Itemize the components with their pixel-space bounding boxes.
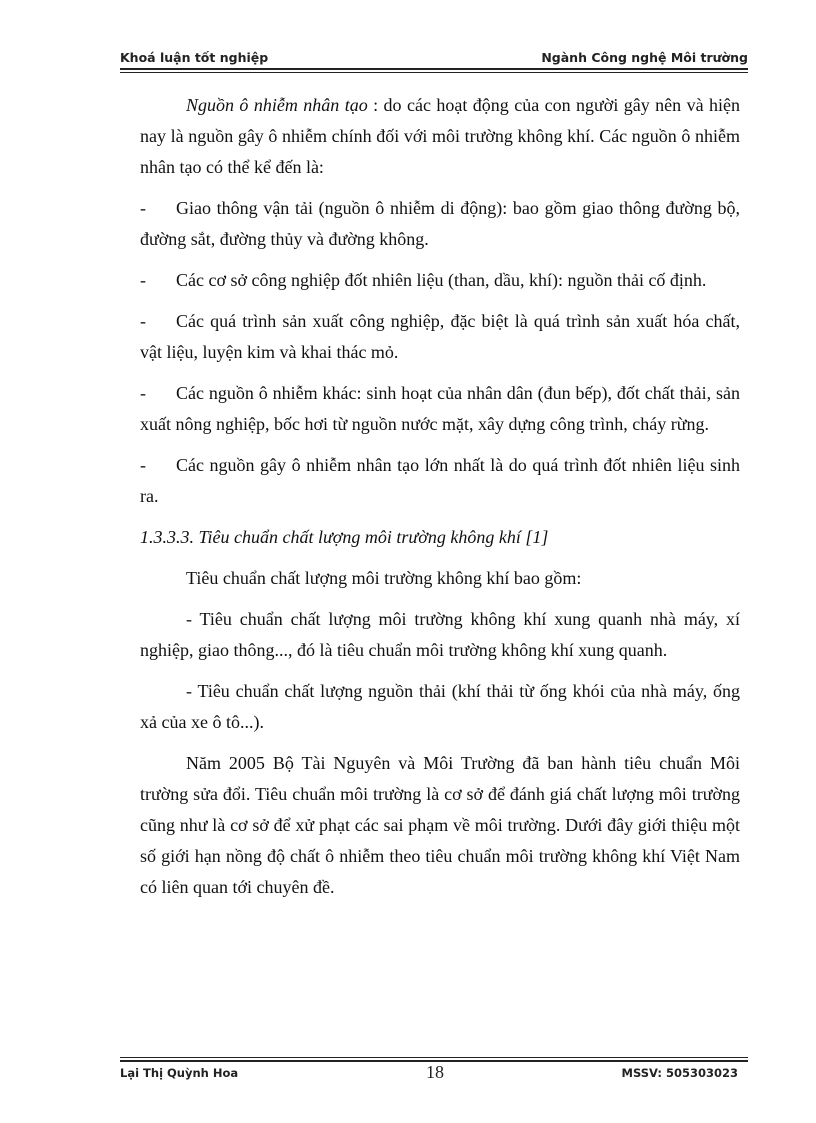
bullet-mark: - [140,198,146,218]
bullet-item [140,265,740,296]
header-right-title: Ngành Công nghệ Môi trường [541,50,748,65]
header-rule-thin [120,72,748,73]
paragraph-standards-intro: Tiêu chuẩn chất lượng môi trường không khí bao gồm: [186,568,582,588]
bullet-item [140,193,740,255]
bullet-text: Các quá trình sản xuất công nghiệp, đặc biệt là quá trình sản xuất hóa chất, vật liệu, luyện kim và khai thác mỏ. [140,311,740,362]
footer-student-id: MSSV: 505303023 [621,1066,738,1080]
paragraph-intro [140,90,740,183]
bullet-mark: - [140,383,146,403]
bullet-mark: - [140,455,146,475]
bullet-text: Các nguồn gây ô nhiễm nhân tạo lớn nhất là do quá trình đốt nhiên liệu sinh ra. [140,455,740,506]
bullet-mark: - [140,311,146,331]
paragraph-regulation: Năm 2005 Bộ Tài Nguyên và Môi Trường đã ban hành tiêu chuẩn Môi trường sửa đổi. Tiêu chuẩn môi trường là cơ sở để đánh giá chất lượng môi trường cũng như là cơ sở để xử phạt các sai phạm về môi trường. Dưới đây giới thiệu một số giới hạn nồng độ chất ô nhiễm theo tiêu chuẩn môi trường không khí Việt Nam có liên quan tới chuyên đề. [140,753,740,897]
paragraph-emission-standard: - Tiêu chuẩn chất lượng nguồn thải (khí thải từ ống khói của nhà máy, ống xả của xe ô tô...). [140,681,740,732]
bullet-mark: - [140,270,146,290]
page-body [140,90,740,913]
bullet-text: Các cơ sở công nghiệp đốt nhiên liệu (than, dầu, khí): nguồn thải cố định. [176,270,707,290]
bullet-text: Giao thông vận tải (nguồn ô nhiễm di động): bao gồm giao thông đường bộ, đường sắt, đường thủy và đường không. [140,198,740,249]
footer-author: Lại Thị Quỳnh Hoa [120,1066,239,1080]
bullet-item [140,378,740,440]
paragraph-ambient-standard: - Tiêu chuẩn chất lượng môi trường không khí xung quanh nhà máy, xí nghiệp, giao thông..., đó là tiêu chuẩn môi trường không khí xung quanh. [140,609,740,660]
page-header [120,48,748,68]
footer-rule-thin [120,1057,748,1058]
bullet-text: Các nguồn ô nhiễm khác: sinh hoạt của nhân dân (đun bếp), đốt chất thải, sản xuất nông nghiệp, bốc hơi từ nguồn nước mặt, xây dựng công trình, cháy rừng. [140,383,740,434]
header-rule [120,68,748,70]
bullet-item [140,450,740,512]
bullet-item [140,306,740,368]
page-number: 18 [426,1062,444,1082]
page-footer [120,1064,748,1086]
paragraph-intro-text: : do các hoạt động của con người gây nên và hiện nay là nguồn gây ô nhiễm chính đối với môi trường không khí. Các nguồn ô nhiễm nhân tạo có thể kể đến là: [140,95,740,177]
paragraph-intro-lead: Nguồn ô nhiễm nhân tạo [186,95,368,115]
section-heading: 1.3.3.3. Tiêu chuẩn chất lượng môi trường không khí [1] [140,527,549,547]
header-left-title: Khoá luận tốt nghiệp [120,50,269,65]
